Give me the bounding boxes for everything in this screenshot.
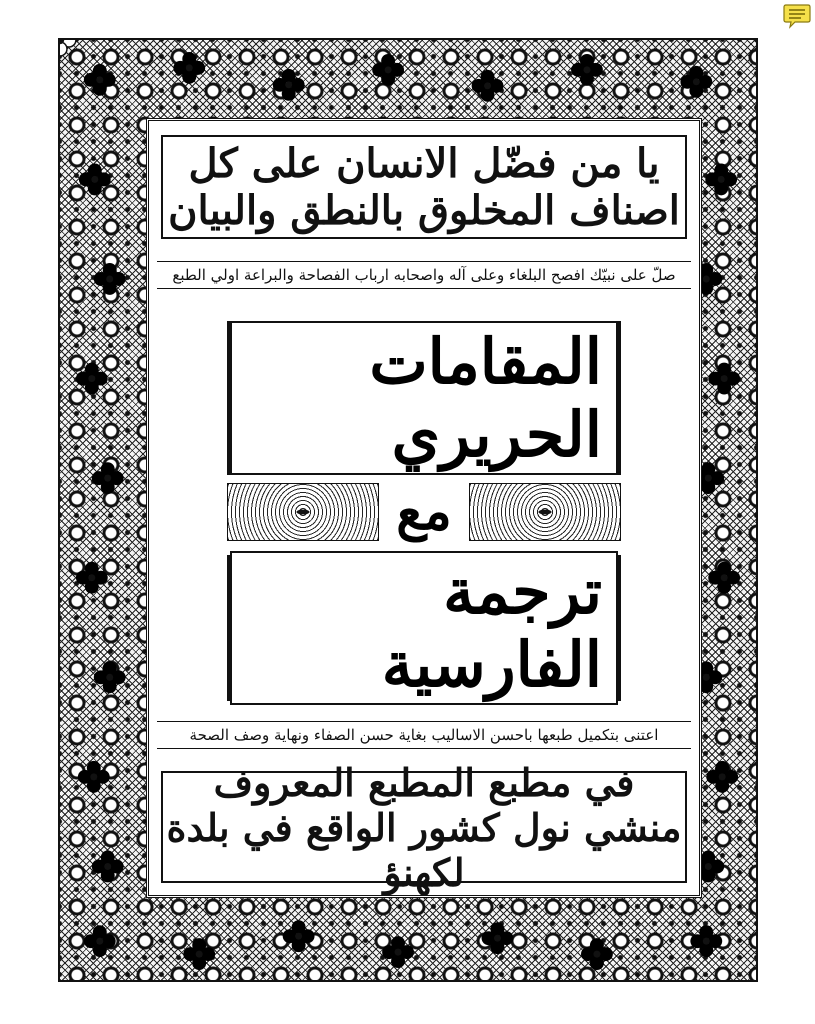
second-title: ترجمة الفارسية	[230, 551, 618, 705]
title-panel	[146, 118, 702, 898]
ornament-left-icon	[227, 483, 379, 541]
ornament-row	[227, 481, 621, 543]
sub-line-1: صلّ على نبيّك افصح البلغاء وعلى آله واصحابه ارباب الفصاحة والبراعة اولي الطبع	[157, 261, 691, 289]
second-title-block	[227, 555, 621, 701]
ornament-right-icon	[469, 483, 621, 541]
connector-word: مع	[396, 481, 452, 542]
sub-line-2: اعتنى بتكميل طبعها باحسن الاساليب بغاية حسن الصفاء ونهاية وصف الصحة	[157, 721, 691, 749]
header-calligraphy: يا من فضّل الانسان على كل اصناف المخلوق بالنطق والبيان	[161, 135, 687, 239]
imprint-calligraphy: في مطبع المطبع المعروف منشي نول كشور الواقع في بلدة لكهنؤ	[161, 771, 687, 883]
comment-icon[interactable]	[783, 3, 811, 29]
main-title-block	[227, 321, 621, 475]
main-title: المقامات الحريري	[230, 321, 618, 475]
